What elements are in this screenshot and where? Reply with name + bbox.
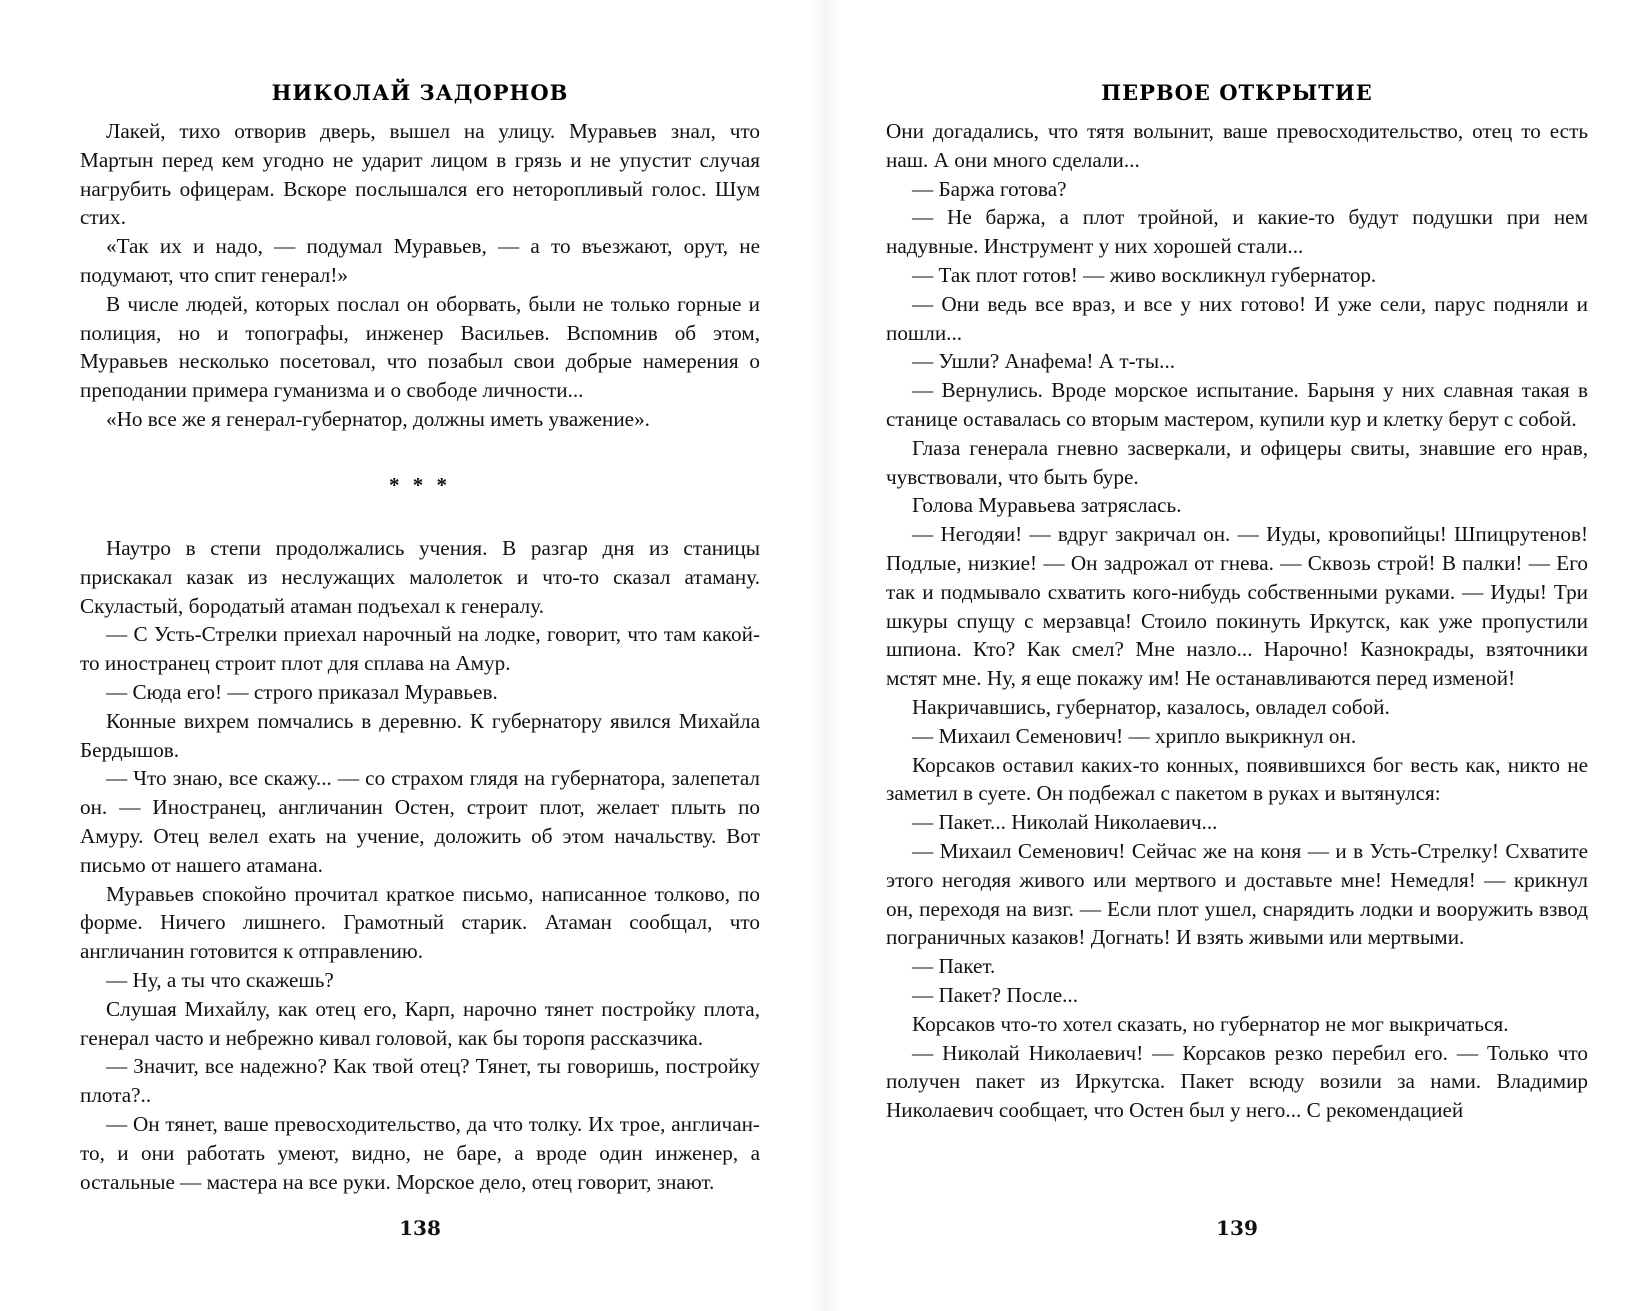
paragraph: Слушая Михайлу, как отец его, Карп, нарочно тянет постройку плота, генерал часто и небрежно кивал головой, как бы торопя рассказчика.: [80, 996, 760, 1050]
left-text-bottom: [80, 534, 760, 1196]
paragraph: — Сюда его! — строго приказал Муравьев.: [106, 679, 498, 704]
paragraph: — Вернулись. Вроде морское испытание. Барыня у них славная такая в станице оставалась со вторым мастером, купили кур и клетку берут с собой.: [886, 378, 1588, 431]
paragraph: — Михаил Семенович! Сейчас же на коня — и в Усть-Стрелку! Схватите этого негодяя живого или мертвого и доставьте мне! Немедля! — крикнул он, переходя на визг. — Если плот ушел, снарядить лодки и вооружить взвод пограничных казаков! Догнать! И взять живыми или мертвыми.: [886, 838, 1588, 950]
running-head-author: НИКОЛАЙ ЗАДОРНОВ: [271, 80, 569, 105]
paragraph: Глаза генерала гневно засверкали, и офицеры свиты, знавшие его нрав, чувствовали, что быть буре.: [886, 435, 1588, 489]
paragraph: Корсаков оставил каких-то конных, появившихся бог весть как, никто не заметил в суете. Он подбежал с пакетом в руках и вытянулся:: [886, 752, 1588, 806]
left-text-top: [80, 117, 760, 434]
paragraph: — Так плот готов! — живо воскликнул губернатор.: [912, 262, 1377, 287]
paragraph: — Пакет? После...: [912, 982, 1079, 1007]
paragraph: — Николай Николаевич! — Корсаков резко перебил его. — Только что получен пакет из Иркутска. Пакет всюду возили за нами. Владимир Николаевич сообщает, что Остен был у него... С рекомендацией: [886, 1040, 1588, 1123]
paragraph: — Он тянет, ваше превосходительство, да что толку. Их трое, англичан-то, и они работать умеют, видно, не баре, а вроде один инженер, а остальные — мастера на все руки. Морское дело, отец говорит, знают.: [80, 1111, 760, 1194]
paragraph: — Они ведь все враз, и все у них готово! И уже сели, парус подняли и пошли...: [886, 291, 1588, 345]
paragraph: — Не баржа, а плот тройной, и какие-то будут подушки при нем надувные. Инструмент у них хорошей стали...: [886, 205, 1588, 259]
paragraph: Голова Муравьева затряслась.: [912, 493, 1182, 518]
paragraph: Накричавшись, губернатор, казалось, овладел собой.: [912, 694, 1390, 719]
running-head-title: ПЕРВОЕ ОТКРЫТИЕ: [1101, 80, 1373, 105]
paragraph: — Пакет... Николай Николаевич...: [912, 810, 1218, 835]
paragraph: «Но все же я генерал-губернатор, должны иметь уважение».: [106, 406, 650, 431]
paragraph-continued: Они догадались, что тятя волынит, ваше превосходительство, отец то есть наш. А они много сделали...: [886, 119, 1588, 172]
paragraph: — Ну, а ты что скажешь?: [106, 967, 334, 992]
paragraph: В числе людей, которых послал он оборвать, были не только горные и полиция, но и топографы, инженер Васильев. Вспомнив об этом, Муравьев несколько посетовал, что позабыл свои добрые намерения о преподании примера гуманизма и о свободе личности...: [80, 291, 760, 403]
book-gutter: [812, 0, 840, 1311]
paragraph: — С Усть-Стрелки приехал нарочный на лодке, говорит, что там какой-то иностранец строит плот для сплава на Амур.: [80, 622, 760, 676]
section-separator: * * *: [389, 473, 451, 497]
paragraph: — Пакет.: [912, 954, 996, 979]
paragraph: Муравьев спокойно прочитал краткое письмо, написанное толково, по форме. Ничего лишнего. Грамотный старик. Атаман сообщал, что англичанин готовится к отправлению.: [80, 881, 760, 964]
paragraph: Наутро в степи продолжались учения. В разгар дня из станицы прискакал казак из неслужащих малолеток и что-то сказал атаману. Скуластый, бородатый атаман подъехал к генералу.: [80, 536, 760, 618]
paragraph: Лакей, тихо отворив дверь, вышел на улицу. Муравьев знал, что Мартын перед кем угодно не ударит лицом в грязь и не упустит случая нагрубить офицерам. Вскоре послышался его неторопливый голос. Шум стих.: [80, 119, 760, 230]
paragraph: — Негодяи! — вдруг закричал он. — Иуды, кровопийцы! Шпицрутенов! Подлые, низкие! — Он задрожал от гнева. — Сквозь строй! В палки! — Его так и подмывало схватить кого-нибудь собственными руками. — Иуды! Три шкуры спущу с мерзавца! Стоило покинуть Иркутск, как уже пропустили шпиона. Кто? Как смел? Мне назло... Нарочно! Казнокрады, взяточники мстят мне. Ну, я еще покажу им! Не останавливаются перед изменой!: [886, 522, 1588, 691]
right-text: [886, 117, 1588, 1125]
paragraph: Конные вихрем помчались в деревню. К губернатору явился Михайла Бердышов.: [80, 708, 760, 762]
paragraph: — Михаил Семенович! — хрипло выкрикнул он.: [912, 723, 1357, 748]
right-page: [886, 0, 1588, 1311]
paragraph: — Что знаю, все скажу... — со страхом глядя на губернатора, залепетал он. — Иностранец, англичанин Остен, строит плот, желает плыть по Амуру. Отец велел ехать на учение, доложить об этом начальству. Вот письмо от нашего атамана.: [80, 766, 760, 877]
left-page: [80, 0, 760, 1311]
paragraph: — Ушли? Анафема! А т-ты...: [912, 349, 1176, 374]
page-number-left: 138: [399, 1216, 441, 1240]
paragraph: Корсаков что-то хотел сказать, но губернатор не мог выкричаться.: [912, 1011, 1509, 1036]
paragraph: — Баржа готова?: [912, 176, 1067, 201]
page-number-right: 139: [1216, 1216, 1258, 1240]
paragraph: — Значит, все надежно? Как твой отец? Тянет, ты говоришь, постройку плота?..: [80, 1054, 760, 1108]
paragraph: «Так их и надо, — подумал Муравьев, — а то въезжают, орут, не подумают, что спит генерал!»: [80, 234, 760, 287]
